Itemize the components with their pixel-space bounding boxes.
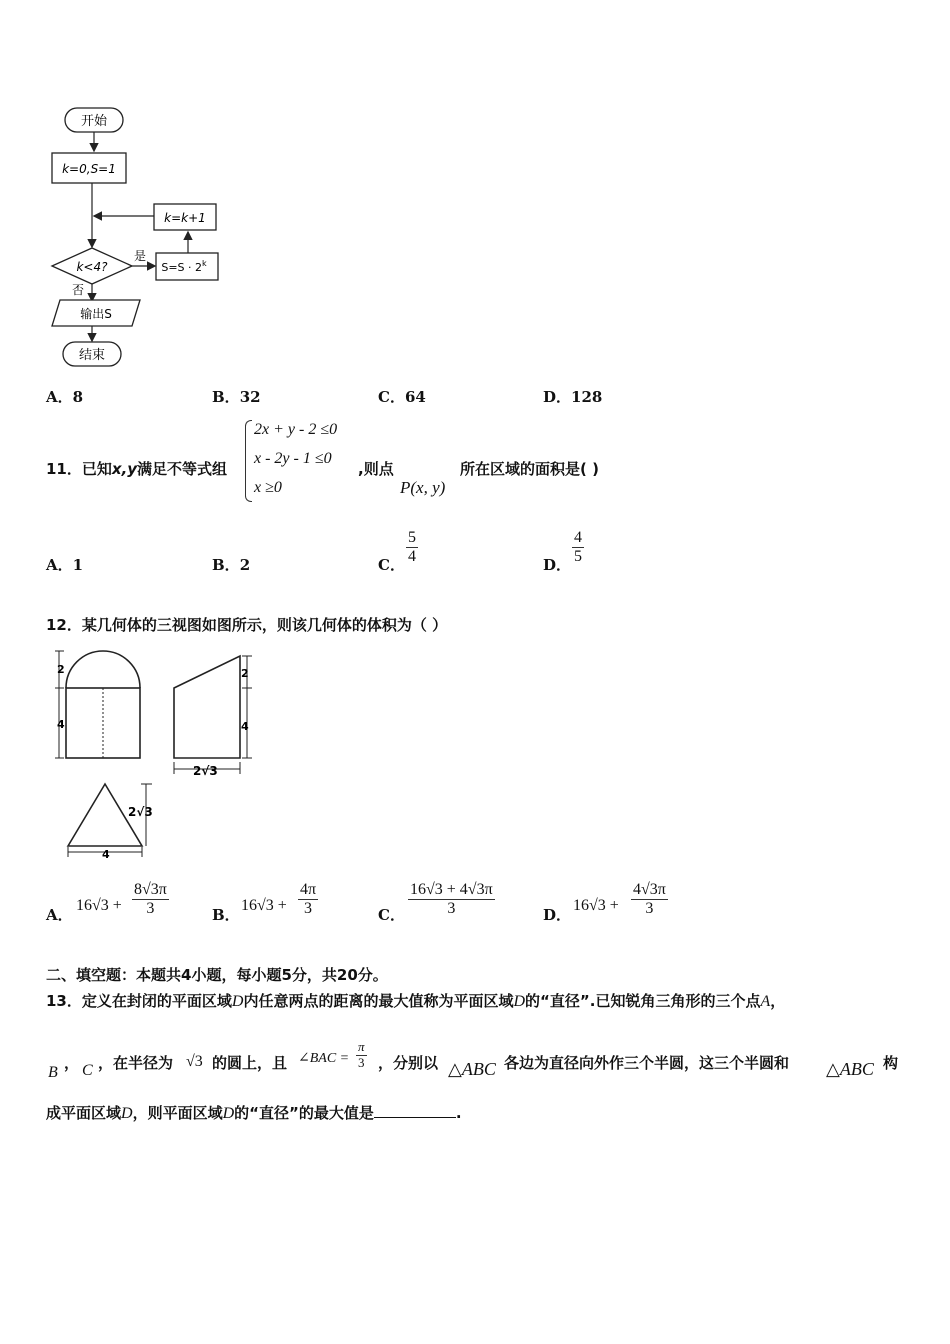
q11-ineq-2: x - 2y - 1 ≤0: [254, 450, 332, 467]
q12-option-c-label: C．: [378, 906, 405, 924]
front-label-2: 2: [57, 663, 65, 676]
q12-option-b-label: B．: [212, 906, 240, 924]
q12-front-view: [50, 648, 160, 766]
q13-line-1: 13．定义在封闭的平面区域D内任意两点的距离的最大值称为平面区域D的“直径”.已知锐角三角形的三个点A，: [46, 992, 786, 1010]
q10-option-b: B．32: [212, 388, 261, 406]
q13-line-2c: ，分别以: [378, 1054, 439, 1072]
section2-title: 二、填空题：本题共4小题，每小题5分，共20分。: [46, 966, 388, 984]
q11-option-c-fraction: $\frac{5}{4}$: [408, 529, 416, 566]
q11-then: ,则点: [358, 460, 394, 478]
q11-option-d-label: D．: [543, 556, 572, 574]
q13-triangle-1: △ABC: [448, 1059, 496, 1079]
top-label-4: 4: [102, 848, 110, 860]
q11-option-c-label: C．: [378, 556, 405, 574]
q13-point-c: C: [82, 1062, 93, 1079]
q13-comma-1: ，: [64, 1054, 80, 1072]
q13-line-3: 成平面区域D，则平面区域D的“直径”的最大值是 .: [46, 1104, 462, 1122]
q11-stem-end: 所在区域的面积是( ): [460, 460, 599, 478]
flow-end-text: 结束: [78, 348, 106, 363]
side-label-4: 4: [241, 720, 249, 733]
side-label-2sqrt3: 2√3: [193, 764, 218, 778]
q11-option-a: A．1: [46, 556, 84, 574]
side-label-2: 2: [241, 667, 249, 680]
q13-pi-over-3: $\frac{\pi}{3}$: [358, 1039, 365, 1070]
flow-process-text: $S=S \cdot 2^k$: [161, 259, 207, 274]
q11-option-b: B．2: [212, 556, 251, 574]
q13-line-2a: ，在半径为: [98, 1054, 174, 1072]
q10-option-a: A．8: [46, 388, 84, 406]
flow-yes-label: 是: [134, 249, 147, 263]
q13-line-2b: 的圆上，且: [212, 1054, 288, 1072]
flow-init-text: k=0,S=1: [62, 162, 116, 176]
q13-point-b: B: [48, 1064, 58, 1081]
q12-option-b-fraction: $\frac{4\pi}{3}$: [300, 881, 317, 918]
q13-sqrt3: √3: [186, 1053, 203, 1070]
q11-ineq-1: 2x + y - 2 ≤0: [254, 421, 338, 438]
q12-option-a-lead: 16√3 +: [76, 897, 122, 914]
q12-option-d-lead: 16√3 +: [573, 897, 619, 914]
q12-top-view: [62, 780, 172, 860]
q12-option-d-fraction: $\frac{4√3\pi}{3}$: [633, 881, 666, 918]
q13-triangle-2: △ABC: [826, 1059, 874, 1079]
q11-stem-start: 11．已知x,y满足不等式组: [46, 460, 228, 478]
top-label-2sqrt3: 2√3: [128, 805, 153, 819]
q10-option-c: C．64: [378, 388, 426, 406]
q12-option-d-label: D．: [543, 906, 572, 924]
flow-output-text: 输出S: [80, 307, 112, 321]
q12-option-b-lead: 16√3 +: [241, 897, 287, 914]
q11-point: P(x, y): [400, 478, 446, 497]
flow-decision-text: k<4?: [76, 260, 108, 274]
q13-line-2e: 构: [883, 1054, 899, 1072]
flow-no-label: 否: [72, 283, 85, 297]
q12-stem: 12．某几何体的三视图如图所示，则该几何体的体积为（ ）: [46, 616, 448, 634]
front-label-4: 4: [57, 718, 65, 731]
flow-start-text: 开始: [80, 114, 108, 129]
q13-answer-blank[interactable]: [374, 1103, 456, 1118]
q12-option-a-fraction: $\frac{8√3\pi}{3}$: [134, 881, 167, 918]
q11-option-d-fraction: $\frac{4}{5}$: [574, 529, 582, 566]
q11-ineq-3: x ≥0: [254, 479, 282, 496]
q13-angle: ∠BAC =: [298, 1051, 350, 1066]
flow-update-text: k=k+1: [164, 211, 206, 225]
q11-brace: [245, 420, 252, 502]
q12-side-view: [168, 650, 258, 780]
q12-option-a-label: A．: [46, 906, 73, 924]
flowchart-diagram: [40, 100, 250, 375]
q13-line-2d: 各边为直径向外作三个半圆，这三个半圆和: [504, 1054, 790, 1072]
q12-option-c-fraction: $\frac{16√3 + 4√3\pi}{3}$: [410, 881, 493, 918]
q10-option-d: D．128: [543, 388, 603, 406]
